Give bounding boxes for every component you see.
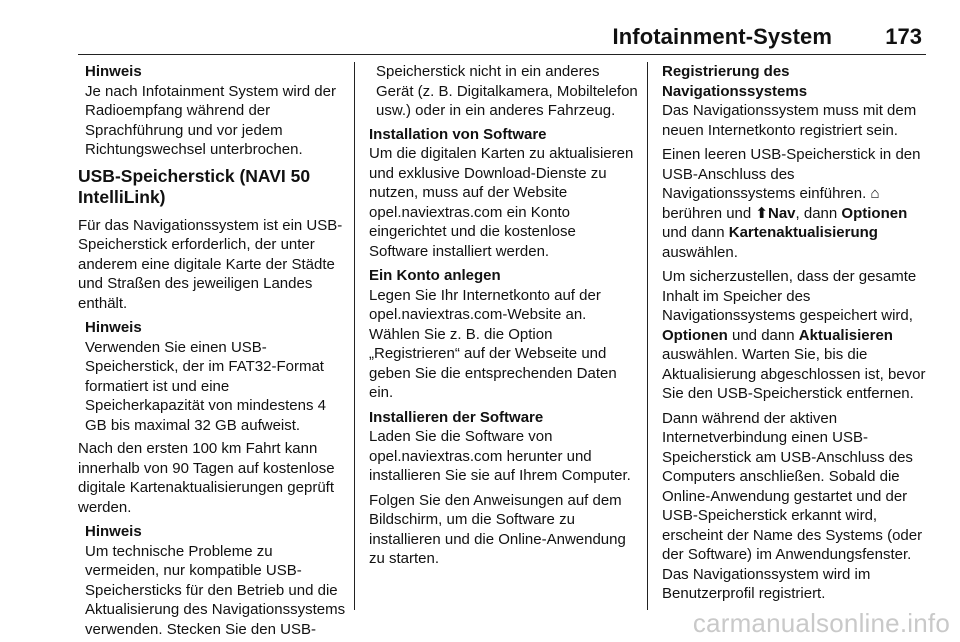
paragraph: Laden Sie die Software von opel.naviextras.com herunter und installieren Sie sie auf Ihrem Computer. (369, 428, 631, 484)
paragraph: Nach den ersten 100 km Fahrt kann innerhalb von 90 Tagen auf kostenlose digitale Kartenaktualisierungen geprüft werden. (78, 440, 335, 516)
nav-label: Nav (768, 204, 796, 222)
page-number: 173 (885, 24, 922, 49)
column-divider-2 (647, 62, 648, 610)
text-run: und dann (662, 224, 725, 241)
page-title: Infotainment-System (612, 24, 832, 49)
header-divider (78, 54, 926, 55)
text-run: und dann (732, 326, 795, 344)
subheading: Installation von Software (369, 125, 547, 143)
home-icon: ⌂ (870, 185, 880, 202)
note-block (78, 318, 346, 435)
page-header (0, 0, 960, 58)
paragraph: Folgen Sie den Anweisungen auf dem Bildschirm, um die Software zu installieren und die Online-Anwendung zu starten. (369, 491, 626, 567)
subheading: Ein Konto anlegen (369, 267, 501, 284)
paragraph-instructions (662, 145, 932, 262)
note-text: Um technische Probleme zu vermeiden, nur kompatible USB-Speichersticks für den Betrieb und die Aktualisierung des Navigationssystems verwenden. Stecken Sie den USB- (85, 542, 346, 638)
paragraph-update (662, 267, 932, 404)
subheading: Registrierung des Navigationssystems (662, 63, 808, 100)
section-heading: USB-Speicherstick (NAVI 50 IntelliLink) (78, 165, 311, 207)
optionen-label: Optionen (841, 204, 908, 222)
paragraph: Dann während der aktiven Internetverbindung einen USB-Speicherstick am USB-Anschluss des Computers anschließen. Sobald die Online-Anwendung gestartet und der USB-Speicherstick erkannt wird, erscheint der Name des Systems (oder der Software) im Anwendungsfenster. Das Navigationssystem wird im Benutzerprofil registriert. (662, 409, 923, 602)
text-run: Um sicherzustellen, dass der gesamte Inhalt im Speicher des Navigationssystems gespeichert wird, (662, 268, 917, 324)
note-title: Hinweis (85, 319, 142, 336)
text-run: Einen leeren USB-Speicherstick in den USB-Anschluss des Navigationssystems einführen. (662, 146, 921, 202)
note-text: Speicherstick nicht in ein anderes Gerät (z. B. Digitalkamera, Mobiltelefon usw.) oder in ein anderes Fahrzeug. (376, 63, 638, 119)
note-text: Verwenden Sie einen USB-Speicherstick, der im FAT32-Format formatiert ist und eine Speicherkapazität von mindestens 4 GB bis maximal 32 GB aufweist. (85, 338, 326, 434)
text-run: berühren und (662, 204, 752, 222)
text-run: auswählen. Warten Sie, bis die Aktualisierung abgeschlossen ist, bevor Sie den USB-Speicherstick entfernen. (662, 346, 926, 402)
column-divider-1 (354, 62, 355, 610)
paragraph: Das Navigationssystem muss mit dem neuen Internetkonto registriert sein. (662, 102, 917, 139)
note-text: Je nach Infotainment System wird der Radioempfang während der Sprachführung und vor jedem Richtungswechsel unterbrochen. (85, 82, 336, 158)
paragraph: Um die digitalen Karten zu aktualisieren und exklusive Download-Dienste zu nutzen, muss auf der Website opel.naviextras.com ein Konto eingerichtet und die kostenlose Software installiert werden. (369, 145, 634, 260)
column-1 (78, 62, 346, 638)
note-continuation (369, 62, 639, 121)
note-title: Hinweis (85, 523, 142, 540)
aktualisieren-label: Aktualisieren (798, 326, 893, 344)
paragraph: Legen Sie Ihr Internetkonto auf der opel.naviextras.com-Website an. Wählen Sie z. B. die Option „Registrieren“ auf der Webseite und geben Sie die entsprechenden Daten ein. (369, 286, 617, 401)
navigation-icon: ⬆ (755, 204, 768, 222)
column-2 (369, 62, 639, 612)
text-run: auswählen. (662, 243, 738, 261)
note-title: Hinweis (85, 63, 142, 80)
kartenaktualisierung-label: Kartenaktualisierung (728, 224, 878, 241)
subheading: Installieren der Software (369, 408, 544, 426)
paragraph: Für das Navigationssystem ist ein USB-Speicherstick erforderlich, der unter anderem eine digitale Karte der Städte und Straßen des jeweiligen Landes enthält. (78, 216, 343, 312)
watermark: carmanualsonline.info (692, 608, 950, 638)
optionen-label: Optionen (662, 326, 728, 344)
column-3 (662, 62, 932, 612)
note-block (78, 62, 346, 160)
text-run: , dann (795, 204, 838, 222)
